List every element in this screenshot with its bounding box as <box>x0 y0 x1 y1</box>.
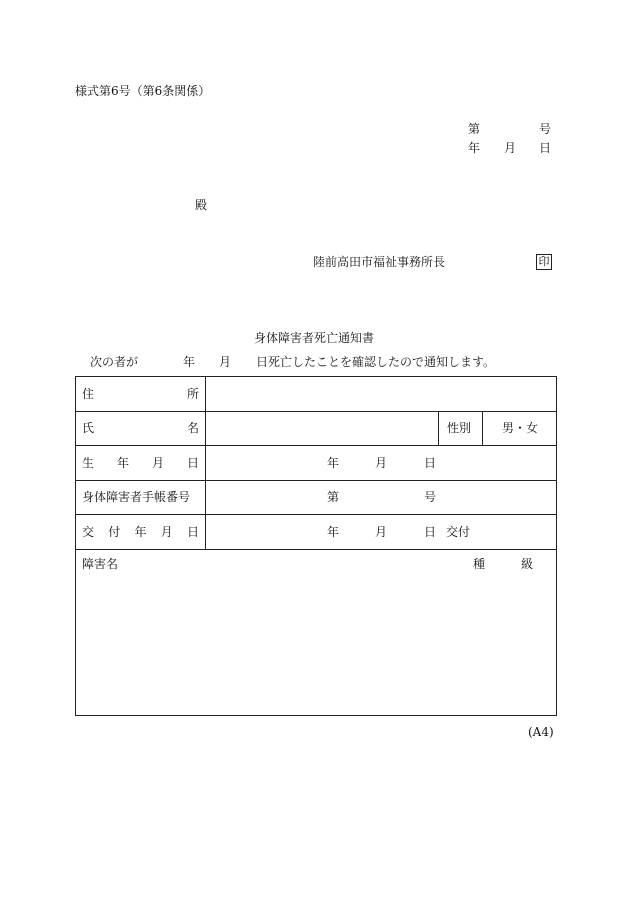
name-label: 氏 名 <box>82 421 199 435</box>
birth-date-label: 生 年 月 日 <box>82 456 199 470</box>
intro-lead: 次の者が <box>90 355 139 369</box>
date-day: 日 <box>539 141 552 155</box>
intro-tail: 日死亡したことを確認したので通知します。 <box>256 355 496 369</box>
addressee-honorific: 殿 <box>195 198 208 212</box>
name-field <box>206 412 437 444</box>
paper-size-note: (A4) <box>528 725 554 739</box>
disability-field <box>77 577 555 713</box>
issuer-name: 陸前高田市福祉事務所長 <box>313 255 446 269</box>
issue-date-label: 交 付 年 月 日 <box>82 525 199 539</box>
intro-year: 年 <box>183 355 196 369</box>
gender-label: 性別 <box>447 421 472 435</box>
issue-day: 日 <box>424 525 437 539</box>
form-number: 様式第6号（第6条関係） <box>75 84 211 98</box>
document-title: 身体障害者死亡通知書 <box>254 331 375 345</box>
issue-year: 年 <box>327 525 340 539</box>
address-field <box>206 378 556 410</box>
handbook-number-prefix: 第 <box>327 490 340 504</box>
death-notice-table <box>75 376 557 716</box>
disability-name-label: 障害名 <box>82 557 119 571</box>
doc-number-suffix: 号 <box>539 122 552 136</box>
birth-day: 日 <box>424 456 437 470</box>
handbook-number-suffix: 号 <box>424 490 437 504</box>
doc-number-prefix: 第 <box>468 122 481 136</box>
disability-grade-label: 種 級 <box>473 557 533 571</box>
birth-month: 月 <box>375 456 388 470</box>
address-label: 住 所 <box>82 387 199 401</box>
date-month: 月 <box>504 141 517 155</box>
issue-suffix: 交付 <box>446 525 471 539</box>
seal-mark: 印 <box>536 254 552 270</box>
date-year: 年 <box>468 141 481 155</box>
intro-month: 月 <box>219 355 232 369</box>
issue-month: 月 <box>375 525 388 539</box>
handbook-number-label: 身体障害者手帳番号 <box>82 490 191 504</box>
gender-options: 男・女 <box>502 421 539 435</box>
birth-year: 年 <box>327 456 340 470</box>
